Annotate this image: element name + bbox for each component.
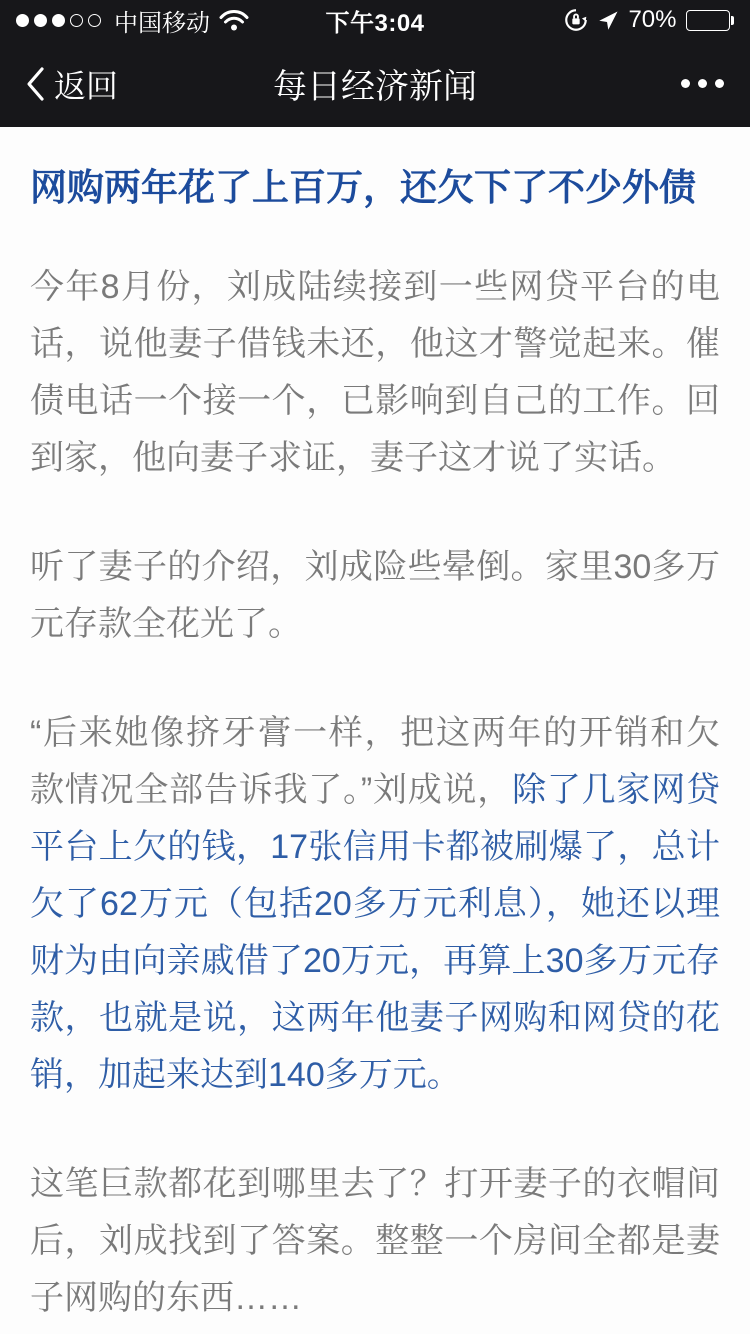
page-title: 每日经济新闻 [273,68,477,106]
article-paragraph [30,1156,720,1327]
chevron-left-icon [24,66,46,102]
top-bar [0,0,750,127]
article-paragraph [30,259,720,487]
status-left-cluster [16,3,249,38]
article-paragraph [30,705,720,1104]
battery-icon [686,10,735,31]
article-body [30,259,720,1327]
article-paragraph [30,539,720,653]
paragraph-text: 今年8月份，刘成陆续接到一些网贷平台的电话，说他妻子借钱未还，他这才警觉起来。催债电话一个接一个，已影响到自己的工作。回到家，他向妻子求证，妻子这才说了实话。 [30,268,720,477]
article-scroll-area[interactable] [0,127,750,1334]
carrier-label: 中国移动 [114,9,210,37]
cell-signal-dots [16,14,101,27]
signal-dot [70,14,83,27]
battery-body [686,10,730,31]
article [0,127,750,1334]
more-ellipsis-icon [698,79,707,88]
location-arrow-icon [598,10,619,31]
signal-dot [34,14,47,27]
paragraph-text: 这笔巨款都花到哪里去了？打开妻子的衣帽间后，刘成找到了答案。整整一个房间全都是妻子网购的东西…… [30,1165,720,1317]
signal-dot [16,14,29,27]
nav-bar [0,40,750,127]
signal-dot [88,14,101,27]
battery-nub [731,16,734,25]
more-ellipsis-icon [715,79,724,88]
paragraph-text: 听了妻子的介绍，刘成险些晕倒。家里30多万元存款全花光了。 [30,548,720,643]
more-ellipsis-icon [681,79,690,88]
status-bar [0,0,750,40]
more-menu-button[interactable] [679,69,726,98]
back-button[interactable] [24,61,118,107]
battery-percent-label: 70% [628,6,677,33]
wifi-icon [219,9,249,32]
back-button-label: 返回 [54,67,119,104]
status-clock: 下午3:04 [325,9,425,37]
signal-dot [52,14,65,27]
highlighted-text: 除了几家网贷平台上欠的钱，17张信用卡都被刷爆了，总计欠了62万元（包括20多万元利息），她还以理财为由向亲戚借了20万元，再算上30多万元存款，也就是说，这两年他妻子网购和网贷的花销，加起来达到140多万元。 [30,771,720,1094]
status-right-cluster [563,6,734,34]
paragraph-text: “后来她像挤牙膏一样，把这两年的开销和欠款情况全部告诉我了。”刘成说， [30,714,720,809]
article-headline: 网购两年花了上百万，还欠下了不少外债 [30,167,696,208]
rotation-lock-icon [563,7,589,33]
